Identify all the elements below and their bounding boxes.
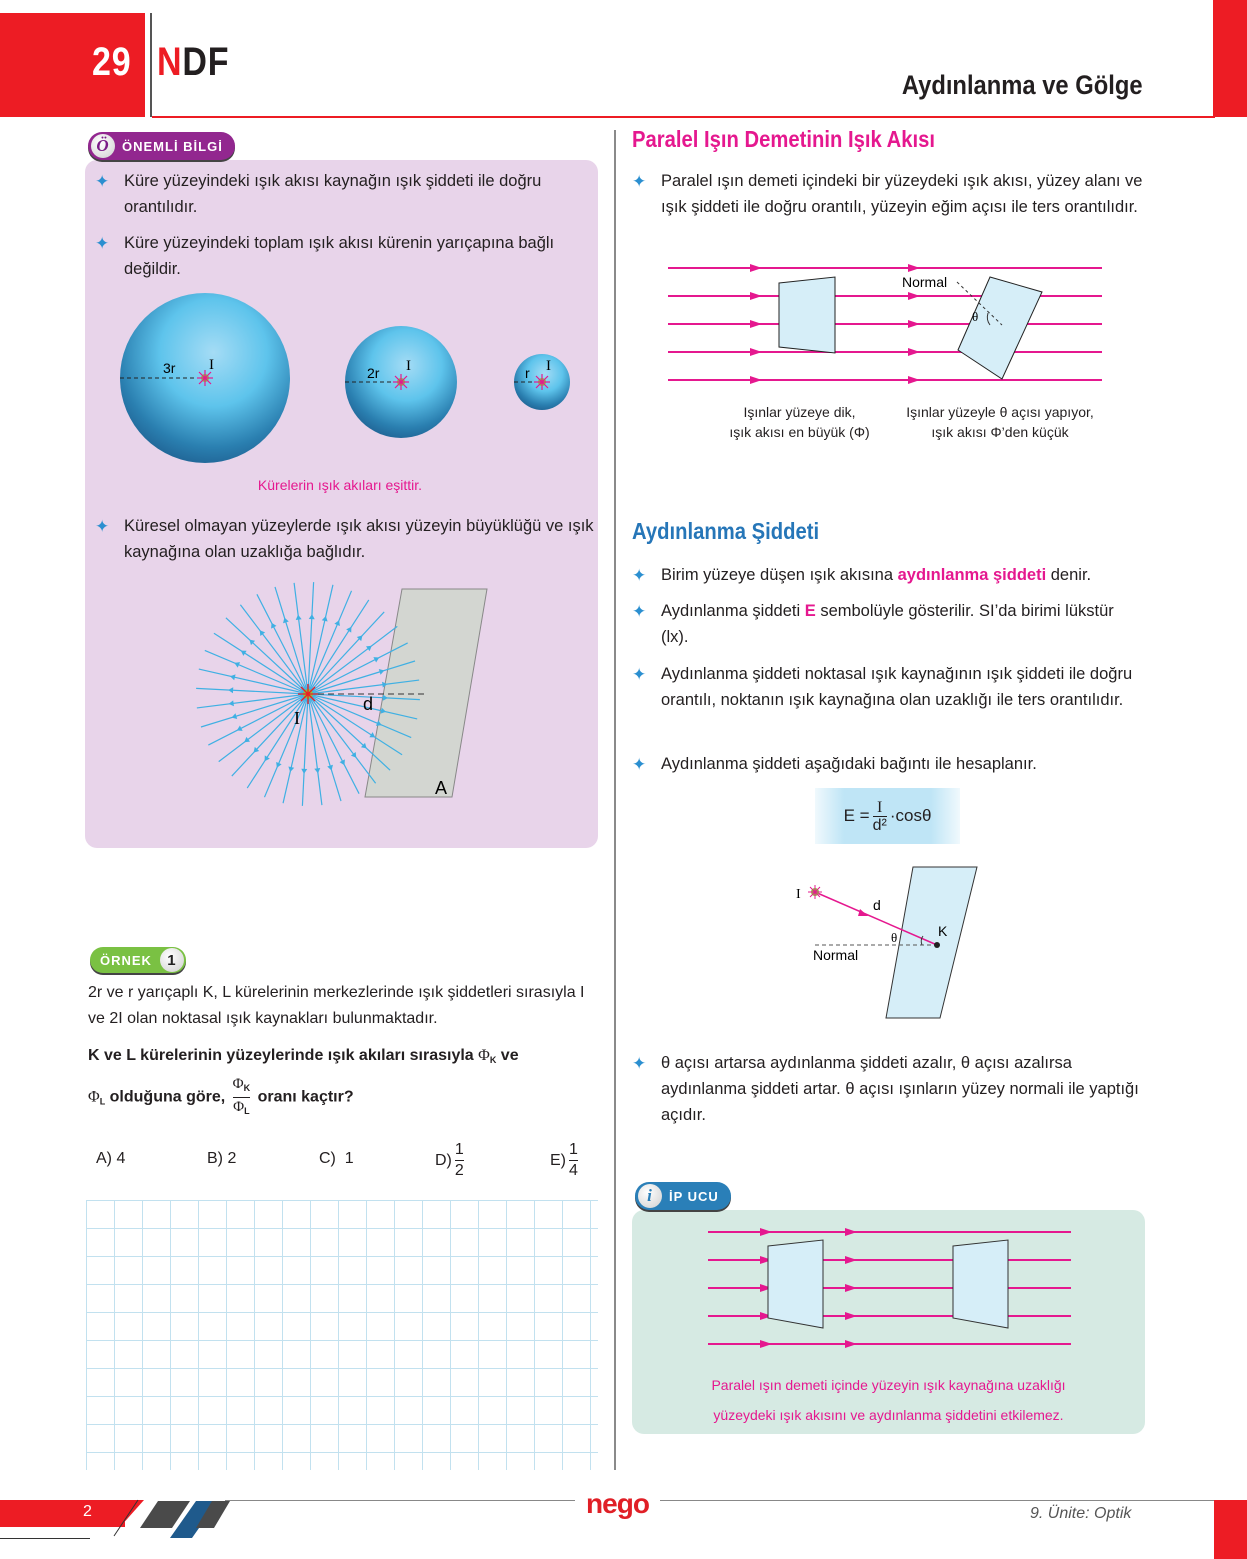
light-ray <box>308 694 322 805</box>
brand-letter-n: N <box>157 40 183 84</box>
ray-arrow <box>845 1228 857 1236</box>
caption-tilted: Işınlar yüzeyle θ açısı yapıyor, ışık akısı Φ’den küçük <box>906 404 1094 440</box>
example-label-text: ÖRNEK <box>100 952 152 968</box>
sphere-2r <box>345 326 457 438</box>
footer-edge-tab <box>1214 1500 1247 1559</box>
ray-arrow <box>908 264 920 272</box>
and-word: ve <box>500 1047 519 1064</box>
ray-arrow <box>750 292 762 300</box>
ray-arrow <box>260 630 265 636</box>
ray-arrow <box>908 320 920 328</box>
ray-arrow <box>244 737 250 742</box>
ray-arrow <box>908 376 920 384</box>
sparkle-bullet-icon: ✦ <box>632 665 647 684</box>
header-brand <box>157 40 229 85</box>
option-d[interactable]: D) $\frac{1}{2}$ <box>435 1141 464 1179</box>
svg-text:I: I <box>406 358 411 374</box>
ray-arrow <box>760 1228 772 1236</box>
footer-rule <box>225 1500 1247 1501</box>
sphere-r <box>514 354 570 410</box>
section-title-illuminance: Aydınlanma Şiddeti <box>632 518 820 544</box>
tip-caption: Paralel ışın demeti içinde yüzeyin ışık kaynağına uzaklığı yüzeydeki ışık akısını ve aydınlanma şiddetini etkilemez. <box>711 1377 1066 1423</box>
header-edge-tab <box>1213 0 1247 117</box>
illuminance-figure <box>790 860 990 1020</box>
ray-arrow <box>845 1284 857 1292</box>
chapter-title: Aydınlanma ve Gölge <box>902 70 1143 100</box>
important-info-label <box>88 132 235 160</box>
example-question <box>88 1043 598 1120</box>
sphere-radius-label: 3r <box>163 360 176 376</box>
sparkle-bullet-icon: ✦ <box>632 755 647 774</box>
footer-unit-label: 9. Ünite: Optik <box>1030 1505 1132 1522</box>
info-bullet-2 <box>95 230 589 282</box>
ray-arrow <box>322 616 328 622</box>
illuminance-bullet-3: ✦ Aydınlanma şiddeti noktasal ışık kaynağının ışık şiddeti ile doğru orantılı, noktanın ışık kaynağına olan uzaklığı ile ters orantılıdır. <box>661 661 1145 713</box>
subscript-k: K <box>489 1055 497 1065</box>
example-number-badge: 1 <box>160 948 184 972</box>
svg-text:I: I <box>796 887 801 902</box>
question-part-1: K ve L kürelerinin yüzeylerinde ışık akıları sırasıyla <box>88 1047 474 1064</box>
parallel-beam-bullet-text: Paralel ışın demeti içindeki bir yüzeydeki ışık akısı, yüzey alanı ve ışık şiddeti ile doğru orantılı, yüzeyin eğim açısı ile ters orantılıdır. <box>661 172 1143 216</box>
footer-red-block <box>0 1500 125 1527</box>
footer-page-number: 2 <box>83 1503 92 1520</box>
ray-arrow <box>229 700 234 706</box>
footer-stripes <box>110 1498 230 1538</box>
info-bullet-1-text: Küre yüzeyindeki ışık akısı kaynağın ışık şiddeti ile doğru orantılıdır. <box>124 172 542 216</box>
ray-arrow <box>351 752 356 758</box>
info-bullet-3 <box>95 513 594 565</box>
svg-text:Normal: Normal <box>902 274 948 290</box>
phi-symbol: Φ <box>88 1088 100 1106</box>
svg-text:θ: θ <box>972 309 979 324</box>
light-ray <box>302 694 308 806</box>
ray-arrow <box>845 1312 857 1320</box>
option-b[interactable]: B) 2 <box>207 1150 237 1167</box>
spheres-caption: Kürelerin ışık akıları eşittir. <box>257 477 423 493</box>
tip-label <box>635 1182 731 1210</box>
option-c[interactable]: C) 1 <box>319 1150 354 1167</box>
ray-arrow <box>845 1256 857 1264</box>
example-text: 2r ve r yarıçaplı K, L kürelerinin merkezlerinde ışık şiddetleri sırasıyla I ve 2I olan noktasal ışık kaynakları bulunmaktadır. <box>88 984 585 1027</box>
phi-symbol: Φ <box>478 1047 490 1064</box>
light-ray <box>197 694 308 708</box>
sparkle-bullet-icon: ✦ <box>632 172 647 191</box>
sphere-3r <box>120 293 290 463</box>
near-surface <box>768 1240 823 1328</box>
sparkle-bullet-icon: ✦ <box>95 172 110 191</box>
light-ray <box>205 650 308 694</box>
ray-arrow <box>301 769 307 774</box>
svg-text:d: d <box>873 897 881 913</box>
ray-arrow <box>296 615 302 620</box>
ray-arrow <box>288 766 294 772</box>
illuminance-bullet-1: ✦ Birim yüzeye düşen ışık akısına aydınlanma şiddeti denir. <box>661 562 1145 588</box>
option-e[interactable]: E) $\frac{1}{4}$ <box>550 1141 578 1179</box>
sparkle-bullet-icon: ✦ <box>632 1054 647 1073</box>
ray-arrow <box>760 1340 772 1348</box>
important-info-label-text: ÖNEMLİ BİLGİ <box>122 138 223 154</box>
light-ray <box>264 694 308 797</box>
info-bullet-2-text: Küre yüzeyindeki toplam ışık akısı kürenin yarıçapına bağlı değildir. <box>124 234 555 278</box>
question-part-3: oranı kaçtır? <box>257 1088 354 1106</box>
tip-label-text: İP UCU <box>669 1188 719 1204</box>
parallel-beam-figure <box>660 255 1110 395</box>
radiation-figure <box>190 580 500 810</box>
ray-arrow <box>309 614 315 619</box>
caption-perpendicular: Işınlar yüzeye dik, ışık akısı en büyük (Φ) <box>729 404 870 440</box>
light-ray <box>214 633 308 694</box>
svg-text:I: I <box>546 358 551 374</box>
header-divider <box>150 13 152 117</box>
sparkle-bullet-icon: ✦ <box>632 602 647 621</box>
ray-arrow <box>908 292 920 300</box>
surface-a <box>365 589 487 797</box>
svg-text:I: I <box>294 708 300 728</box>
ratio-fraction: $\frac{\Phi_K}{\Phi_L}$ <box>232 1076 251 1116</box>
ray-arrow <box>908 348 920 356</box>
ray-arrow <box>750 264 762 272</box>
light-ray <box>196 688 308 694</box>
column-divider <box>614 130 616 1470</box>
ray-arrow <box>366 646 372 651</box>
svg-text:I: I <box>209 357 214 373</box>
svg-text:A: A <box>435 778 448 798</box>
sparkle-bullet-icon: ✦ <box>95 517 110 536</box>
sparkle-bullet-icon: ✦ <box>95 234 110 253</box>
illuminance-bullet-2: ✦ Aydınlanma şiddeti E sembolüyle gösterilir. SI’da birimi lükstür (lx). <box>661 598 1145 650</box>
term-illuminance: aydınlanma şiddeti <box>897 566 1047 584</box>
ray-arrow <box>845 1340 857 1348</box>
light-ray <box>308 582 314 694</box>
illuminance-formula: E = $\frac{I}{\text{d²}}$ ·cosθ <box>815 788 960 844</box>
info-bullet-3-text: Küresel olmayan yüzeylerde ışık akısı yüzeyin büyüklüğü ve ışık kaynağına olan uzaklığa bağlıdır. <box>124 517 594 561</box>
illuminance-bullet-4: ✦ Aydınlanma şiddeti aşağıdaki bağıntı ile hesaplanır. <box>661 751 1145 777</box>
point-k <box>934 942 940 948</box>
svg-text:θ: θ <box>891 930 898 945</box>
far-surface <box>953 1240 1008 1328</box>
header-rule <box>152 116 1215 118</box>
brand-rest: DF <box>182 40 230 84</box>
ray-arrow <box>314 768 320 773</box>
ray-arrow <box>228 687 233 693</box>
option-a[interactable]: A) 4 <box>96 1150 126 1167</box>
info-bullet-1 <box>95 168 589 220</box>
illuminance-bullet-5: ✦ θ açısı artarsa aydınlanma şiddeti azalır, θ açısı azalırsa aydınlanma şiddeti artar. θ açısı ışınların yüzey normali ile yaptığı açıdır. <box>661 1050 1145 1128</box>
section-title-parallel-beam: Paralel Işın Demetinin Işık Akısı <box>632 126 935 152</box>
sparkle-bullet-icon: ✦ <box>632 566 647 585</box>
tilted-surface <box>958 277 1042 379</box>
svg-text:2r: 2r <box>367 365 380 381</box>
light-ray <box>294 583 308 694</box>
svg-text:Normal: Normal <box>813 947 859 963</box>
svg-text:d: d <box>363 694 374 714</box>
header-page-number: 29 <box>92 40 132 84</box>
svg-text:K: K <box>938 923 948 939</box>
question-part-2: olduğuna göre, <box>109 1088 226 1106</box>
example-label <box>90 947 186 973</box>
subscript-l: L <box>99 1096 106 1107</box>
svg-text:r: r <box>525 365 530 381</box>
ray-arrow <box>750 348 762 356</box>
publisher-logo: nego <box>575 1488 660 1520</box>
footer-underline <box>0 1538 90 1539</box>
info-i-icon: i <box>638 1184 662 1208</box>
parallel-beam-bullet <box>632 168 1145 220</box>
solution-grid-area <box>86 1200 598 1470</box>
info-badge-icon: Ö <box>91 134 115 158</box>
tip-figure <box>700 1220 1080 1360</box>
ray-arrow <box>750 320 762 328</box>
perpendicular-surface <box>779 277 835 353</box>
ray-arrow <box>750 376 762 384</box>
symbol-e: E <box>804 602 816 620</box>
light-ray <box>308 600 369 694</box>
light-ray <box>308 591 352 694</box>
ray-arrow <box>230 674 236 680</box>
